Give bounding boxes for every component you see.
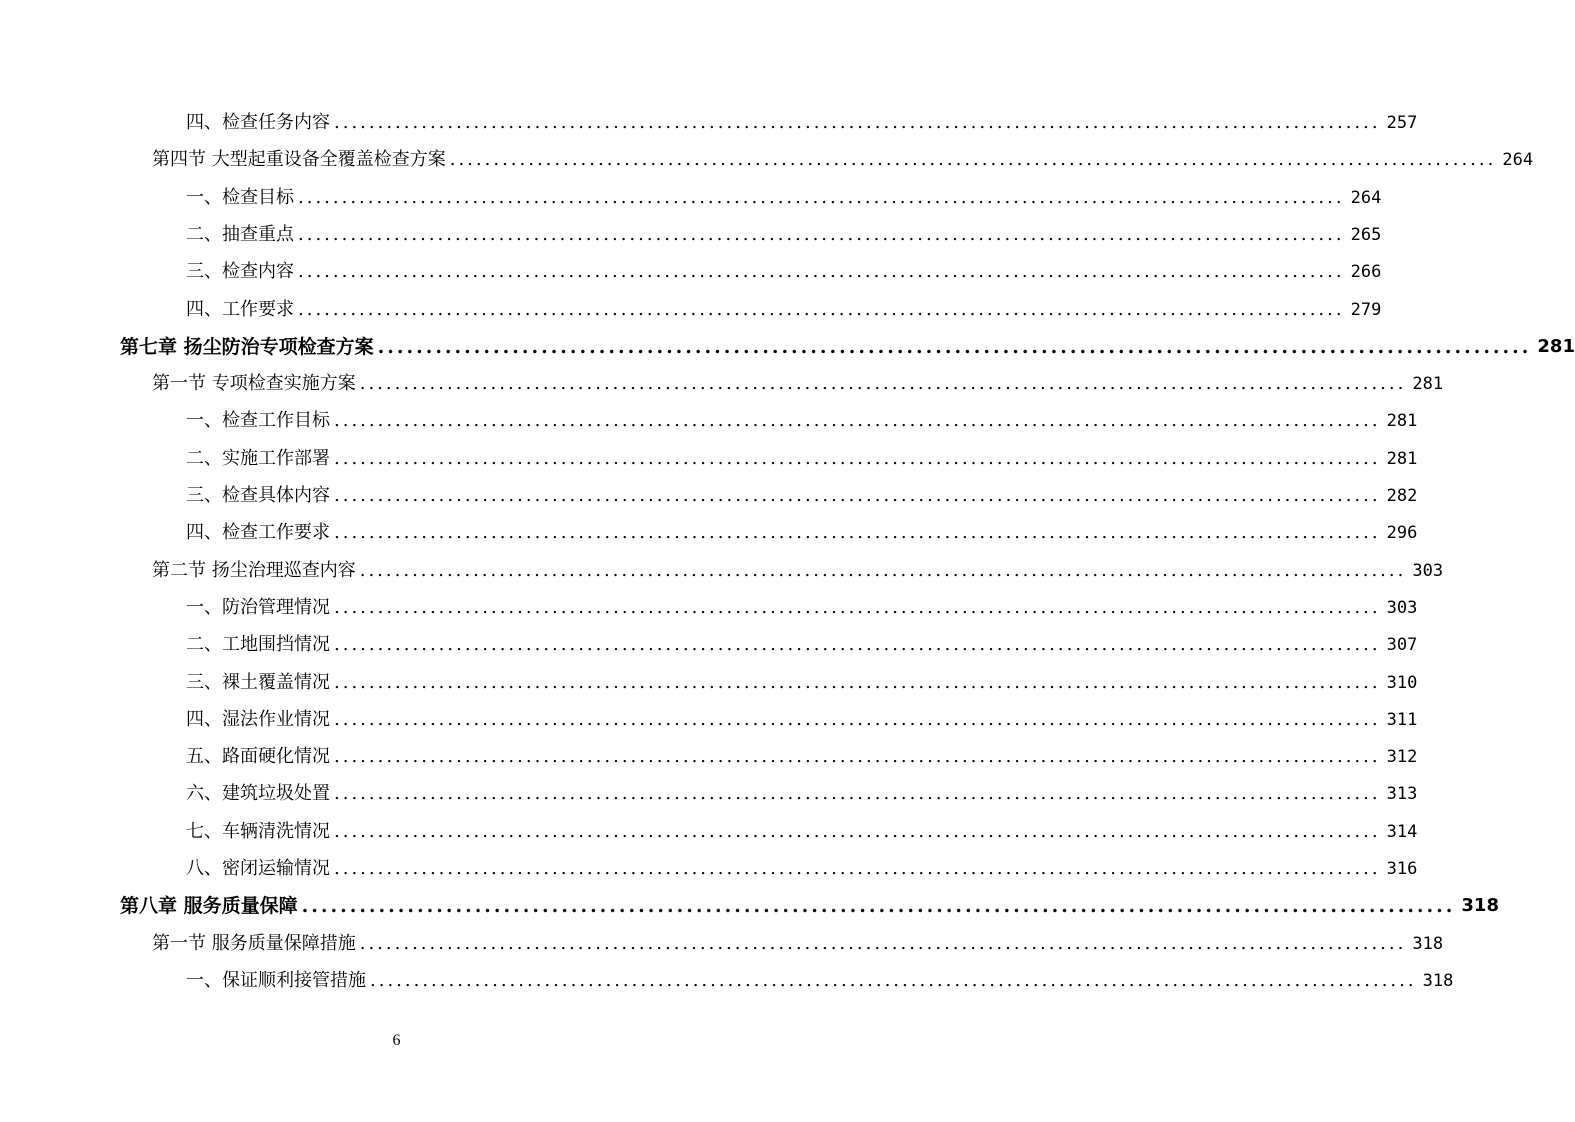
toc-entry-page: 281 (1386, 411, 1418, 432)
toc-entry-title: 第一节 专项检查实施方案 (152, 373, 356, 395)
toc-entry[interactable] (186, 589, 1418, 619)
toc-entry-title: 一、检查工作目标 (186, 410, 330, 432)
toc-leader-dots: ........................................................................................................................ (301, 895, 1456, 918)
toc-leader-dots: ........................................................................................................................ (334, 447, 1381, 469)
toc-leader-dots: ........................................................................................................................ (359, 373, 1407, 395)
toc-leader-dots: ........................................................................................................................ (377, 335, 1532, 358)
toc-entry-title: 一、保证顺利接管措施 (186, 969, 366, 991)
toc-leader-dots: ........................................................................................................................ (334, 708, 1381, 730)
toc-entry-title: 第八章 服务质量保障 (120, 895, 298, 918)
toc-entry-page: 282 (1386, 486, 1418, 506)
toc-leader-dots: ........................................................................................................................ (298, 186, 1345, 208)
toc-entry[interactable] (186, 850, 1418, 880)
toc-leader-dots: ........................................................................................................................ (334, 112, 1381, 133)
toc-entry-title: 三、检查具体内容 (186, 485, 330, 506)
toc-entry-title: 四、湿法作业情况 (186, 708, 330, 730)
toc-entry-title: 八、密闭运输情况 (186, 858, 330, 879)
toc-entry-title: 四、工作要求 (186, 298, 294, 320)
toc-entry-title: 三、检查内容 (186, 261, 294, 283)
toc-entry-page: 281 (1412, 374, 1444, 395)
toc-leader-dots: ........................................................................................................................ (334, 596, 1381, 618)
toc-entry[interactable] (186, 179, 1382, 209)
toc-entry[interactable] (186, 775, 1418, 805)
toc-leader-dots: ........................................................................................................................ (359, 932, 1407, 954)
toc-entry[interactable] (186, 253, 1382, 283)
toc-leader-dots: ........................................................................................................................ (334, 410, 1381, 432)
toc-entry-title: 二、实施工作部署 (186, 447, 330, 469)
toc-entry-title: 第二节 扬尘治理巡查内容 (152, 559, 356, 581)
toc-leader-dots: ........................................................................................................................ (298, 223, 1345, 245)
toc-entry-page: 313 (1386, 784, 1418, 805)
toc-leader-dots: ........................................................................................................................ (449, 149, 1497, 171)
toc-entry[interactable] (152, 365, 1444, 395)
toc-entry-title: 三、裸土覆盖情况 (186, 671, 330, 693)
toc-entry-page: 312 (1386, 747, 1418, 768)
toc-entry-page: 314 (1386, 821, 1418, 842)
toc-entry-page: 257 (1386, 113, 1418, 133)
toc-entry-title: 二、工地围挡情况 (186, 634, 330, 656)
toc-entry[interactable] (152, 925, 1444, 955)
toc-entry-title: 第一节 服务质量保障措施 (152, 932, 356, 954)
toc-entry-page: 318 (1422, 970, 1454, 991)
toc-entry[interactable] (186, 104, 1418, 134)
toc-entry-title: 六、建筑垃圾处置 (186, 783, 330, 805)
toc-entry-title: 一、防治管理情况 (186, 596, 330, 618)
toc-entry[interactable] (120, 887, 1499, 918)
toc-leader-dots: ........................................................................................................................ (334, 671, 1381, 693)
toc-leader-dots: ........................................................................................................................ (334, 634, 1381, 656)
toc-entry[interactable] (186, 440, 1418, 470)
toc-entry-title: 四、检查工作要求 (186, 522, 330, 544)
toc-entry-title: 第四节 大型起重设备全覆盖检查方案 (152, 149, 446, 171)
toc-leader-dots: ........................................................................................................................ (334, 522, 1381, 544)
toc-entry-page: 318 (1461, 895, 1499, 917)
toc-entry[interactable] (186, 626, 1418, 656)
toc-entry[interactable] (186, 701, 1418, 731)
toc-entry[interactable] (186, 813, 1418, 843)
toc-entry-title: 四、检查任务内容 (186, 112, 330, 133)
toc-leader-dots: ........................................................................................................................ (359, 559, 1407, 581)
toc-leader-dots: ........................................................................................................................ (370, 969, 1417, 991)
toc-leader-dots: ........................................................................................................................ (298, 298, 1345, 320)
toc-entry[interactable] (186, 291, 1382, 321)
toc-entry-page: 266 (1350, 262, 1382, 283)
toc-entry-page: 318 (1412, 933, 1444, 954)
toc-entry[interactable] (186, 738, 1418, 768)
toc-entry-page: 296 (1386, 523, 1418, 544)
toc-entry-page: 310 (1386, 672, 1418, 693)
page-number: 6 (392, 1032, 401, 1049)
toc-entry-page: 279 (1350, 299, 1382, 320)
toc-entry-page: 264 (1350, 187, 1382, 208)
toc-leader-dots: ........................................................................................................................ (334, 746, 1381, 768)
toc-entry-page: 311 (1386, 709, 1418, 730)
toc-entry-page: 316 (1386, 859, 1418, 879)
toc-entry[interactable] (152, 552, 1444, 582)
toc-entry-title: 二、抽查重点 (186, 223, 294, 245)
toc-leader-dots: ........................................................................................................................ (334, 485, 1381, 506)
toc-entry[interactable] (186, 514, 1418, 544)
toc-entry[interactable] (186, 477, 1418, 507)
toc-entry-title: 第七章 扬尘防治专项检查方案 (120, 335, 374, 358)
toc-entry-page: 307 (1386, 635, 1418, 656)
toc-entry[interactable] (186, 962, 1454, 992)
toc-leader-dots: ........................................................................................................................ (298, 261, 1345, 283)
toc-leader-dots: ........................................................................................................................ (334, 858, 1381, 879)
toc-entry-page: 281 (1537, 335, 1575, 357)
toc-entry-page: 265 (1350, 224, 1382, 245)
toc-entry[interactable] (152, 141, 1534, 171)
toc-entry[interactable] (186, 216, 1382, 246)
toc-entry[interactable] (120, 328, 1575, 358)
toc-entry-title: 五、路面硬化情况 (186, 746, 330, 768)
toc-leader-dots: ........................................................................................................................ (334, 783, 1381, 805)
toc-entry-page: 303 (1412, 560, 1444, 581)
toc-entry-title: 一、检查目标 (186, 186, 294, 208)
toc-entry[interactable] (186, 402, 1418, 432)
toc-entry-title: 七、车辆清洗情况 (186, 820, 330, 842)
toc-entry-page: 264 (1502, 150, 1534, 171)
toc-entry[interactable] (186, 664, 1418, 694)
toc-leader-dots: ........................................................................................................................ (334, 820, 1381, 842)
toc-entry-page: 303 (1386, 597, 1418, 618)
toc-entry-page: 281 (1386, 448, 1418, 469)
